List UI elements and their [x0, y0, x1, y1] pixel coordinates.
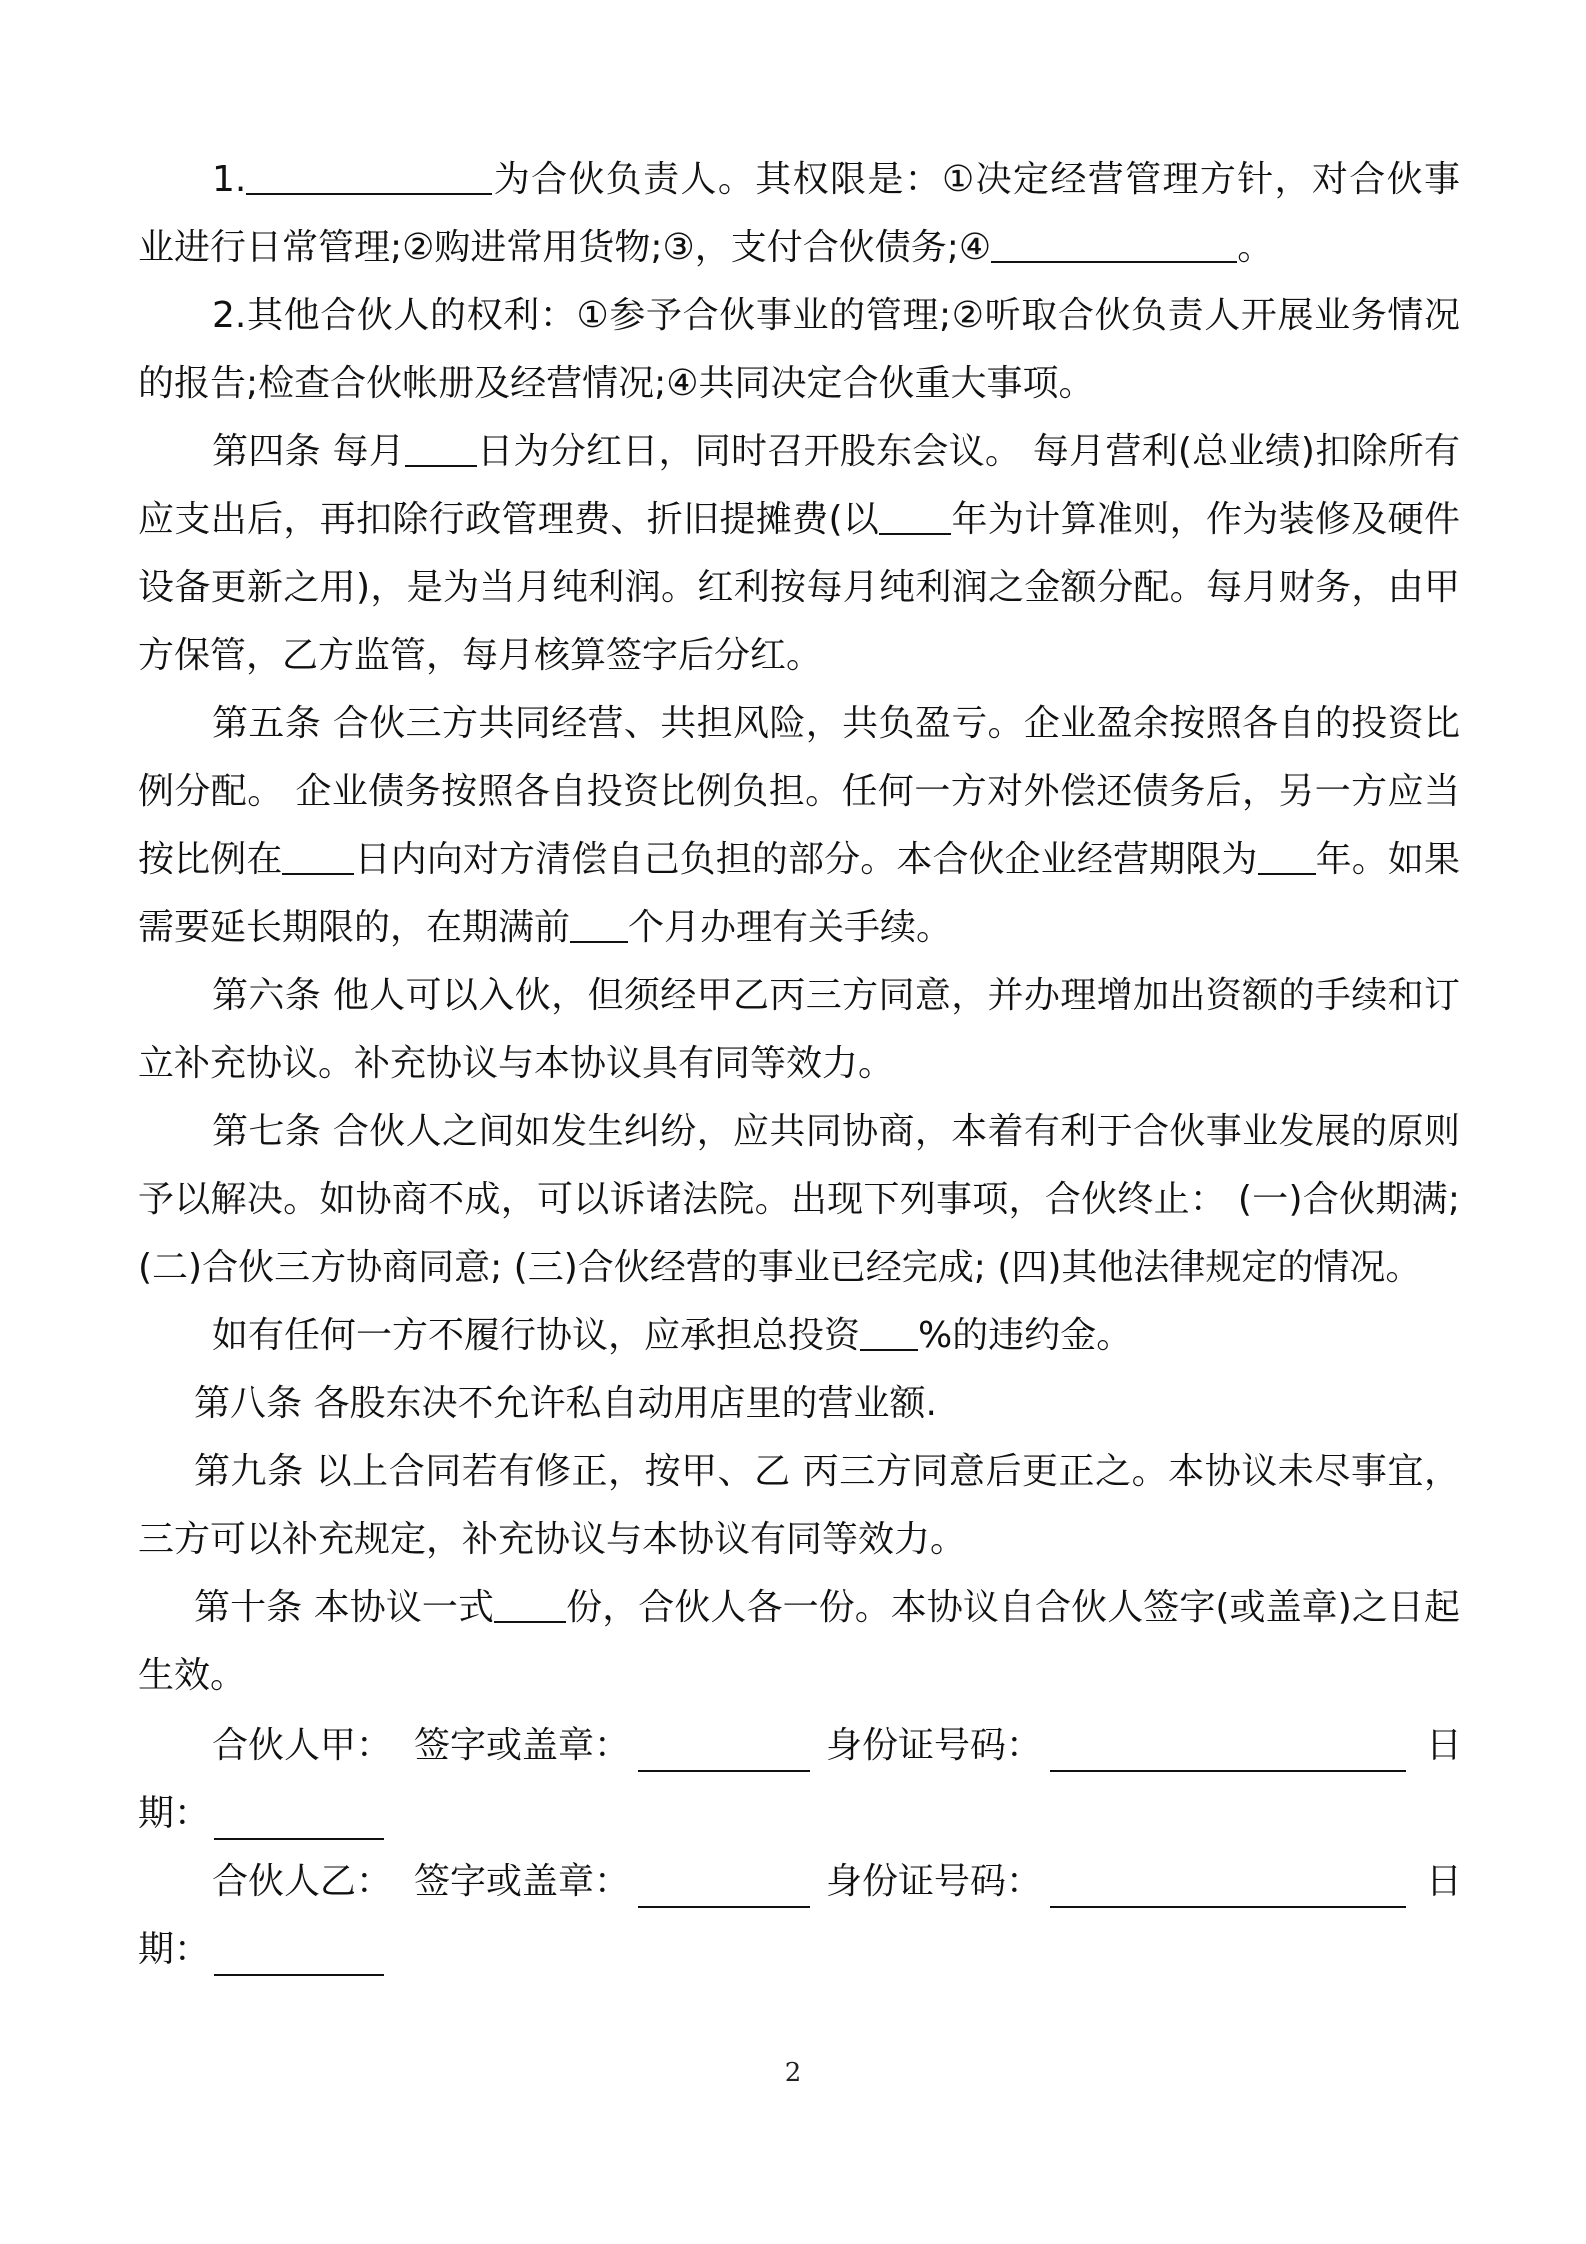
party-b-date-label-1: 日	[1426, 1861, 1463, 1902]
party-a-date-label-1: 日	[1426, 1725, 1463, 1766]
party-a-label: 合伙人甲：	[212, 1725, 393, 1766]
article-10-text-b: 份，合伙人各一份。本协议自合伙人签字(或盖章)之日起生效。	[138, 1587, 1460, 1696]
article-7: 第七条 合伙人之间如发生纠纷，应共同协商，本着有利于合伙事业发展的原则予以解决。如协商不成，可以诉诸法院。出现下列事项，合伙终止： (一)合伙期满; (二)合伙三方协商同意; (三)合伙经营的事业已经完成; (四)其他法律规定的情况。	[138, 1111, 1460, 1288]
page-number: 2	[784, 2058, 802, 2088]
signature-row-party-b	[138, 1848, 1463, 1916]
party-a-id-line	[1050, 1770, 1406, 1772]
party-b-date-label-2: 期：	[138, 1929, 211, 1970]
party-a-id-label: 身份证号码：	[826, 1725, 1043, 1766]
party-b-label: 合伙人乙：	[212, 1861, 393, 1902]
article-9: 第九条 以上合同若有修正，按甲、乙 丙三方同意后更正之。本协议未尽事宜，三方可以补充规定，补充协议与本协议有同等效力。	[138, 1451, 1460, 1560]
clause-1-text: 为合伙负责人。其权限是：①决定经营管理方针，对合伙事业进行日常管理;②购进常用货物;③，支付合伙债务;④	[138, 159, 1460, 268]
signature-row-party-a	[138, 1712, 1463, 1780]
dividend-day-blank	[405, 433, 477, 467]
article-4-text-c: 年为计算准则，作为装修及硬件设备更新之用)，是为当月纯利润。红利按每月纯利润之金额分配。每月财务，由甲方保管，乙方监管，每月核算签字后分红。	[138, 499, 1460, 676]
penalty-text-b: %的违约金。	[918, 1315, 1133, 1356]
clause-1-responsible-partner	[138, 146, 1460, 282]
clause-1-prefix: 1.	[212, 159, 247, 200]
authority-4-blank	[991, 229, 1237, 263]
article-5	[138, 690, 1460, 962]
signature-date-row-party-b	[138, 1916, 1460, 1984]
depreciation-years-blank	[879, 501, 951, 535]
article-10-text-a: 第十条 本协议一式	[194, 1587, 495, 1628]
article-4	[138, 418, 1460, 690]
party-b-sign-line	[638, 1906, 810, 1908]
copies-blank	[494, 1589, 566, 1623]
penalty-clause	[138, 1302, 1460, 1370]
article-10	[138, 1574, 1460, 1710]
repayment-days-blank	[282, 841, 354, 875]
article-5-text-a: 第五条 合伙三方共同经营、共担风险，共负盈亏。企业盈余按照各自的投资比例分配。 企业债务按照各自投资比例负担。任何一方对外偿还债务后，另一方应当按比例在	[138, 703, 1460, 880]
signature-date-row-party-a	[138, 1780, 1460, 1848]
party-b-id-line	[1050, 1906, 1406, 1908]
article-5-text-d: 个月办理有关手续。	[628, 907, 953, 948]
responsible-partner-blank	[246, 161, 492, 195]
document-body	[138, 146, 1463, 1984]
term-years-blank	[1258, 841, 1316, 875]
party-b-date-line	[214, 1974, 384, 1976]
article-5-text-b: 日内向对方清偿自己负担的部分。本合伙企业经营期限为	[354, 839, 1258, 880]
party-a-date-label-2: 期：	[138, 1793, 211, 1834]
article-4-text-b: 日为分红日，同时召开股东会议。 每月营利(总业绩)扣除所有应支出后，再扣除行政管理费、折旧提摊费(以	[138, 431, 1460, 540]
article-8: 第八条 各股东决不允许私自动用店里的营业额.	[194, 1383, 937, 1424]
penalty-percent-blank	[860, 1317, 918, 1351]
article-5-text-c: 年。如果需要延长期限的，在期满前	[138, 839, 1460, 948]
party-a-sign-label: 签字或盖章：	[414, 1725, 631, 1766]
clause-1-end: 。	[1237, 227, 1274, 268]
article-6: 第六条 他人可以入伙，但须经甲乙丙三方同意，并办理增加出资额的手续和订立补充协议。补充协议与本协议具有同等效力。	[138, 975, 1460, 1084]
extension-months-blank	[570, 909, 628, 943]
article-4-text-a: 第四条 每月	[212, 431, 405, 472]
party-a-sign-line	[638, 1770, 810, 1772]
party-b-id-label: 身份证号码：	[826, 1861, 1043, 1902]
party-a-date-line	[214, 1838, 384, 1840]
clause-2-partner-rights: 2.其他合伙人的权利：①参予合伙事业的管理;②听取合伙负责人开展业务情况的报告;检查合伙帐册及经营情况;④共同决定合伙重大事项。	[138, 295, 1460, 404]
penalty-text-a: 如有任何一方不履行协议，应承担总投资	[212, 1315, 861, 1356]
party-b-sign-label: 签字或盖章：	[414, 1861, 631, 1902]
